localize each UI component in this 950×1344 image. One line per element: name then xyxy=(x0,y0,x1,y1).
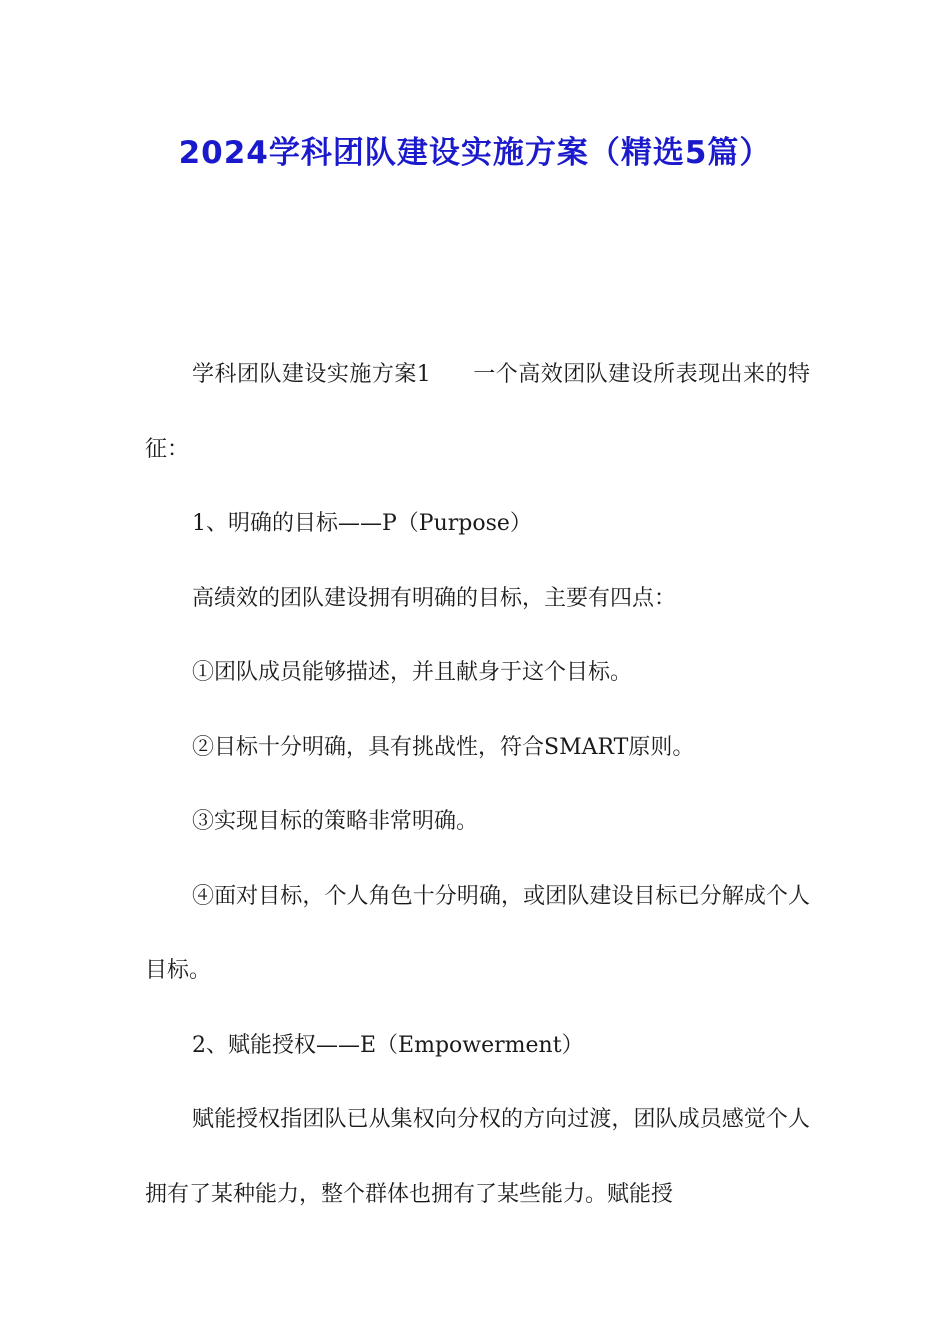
paragraph: 高绩效的团队建设拥有明确的目标，主要有四点： xyxy=(192,585,677,611)
document-body xyxy=(145,338,810,1232)
section-heading: 学科团队建设实施方案1 xyxy=(192,362,431,387)
paragraph-heading-purpose: 1、明确的目标——P（Purpose） xyxy=(192,511,532,536)
list-item: ④面对目标，个人角色十分明确，或团队建设目标已分解成个人目标。 xyxy=(145,883,810,983)
paragraph: 赋能授权指团队已从集权向分权的方向过渡，团队成员感觉个人拥有了某种能力，整个群体也拥有了某些能力。赋能授 xyxy=(145,1107,810,1207)
paragraph-heading-empowerment: 2、赋能授权——E（Empowerment） xyxy=(192,1032,584,1058)
list-item: ①团队成员能够描述，并且献身于这个目标。 xyxy=(192,660,633,685)
list-item: ③实现目标的策略非常明确。 xyxy=(192,809,479,834)
document-title: 2024学科团队建设实施方案（精选5篇） xyxy=(178,135,772,171)
paragraph-text: 一个高效团队建设所表现出来的特征： xyxy=(145,362,810,462)
paragraph-intro xyxy=(145,338,810,487)
list-item: ②目标十分明确，具有挑战性，符合SMART原则。 xyxy=(192,734,695,760)
